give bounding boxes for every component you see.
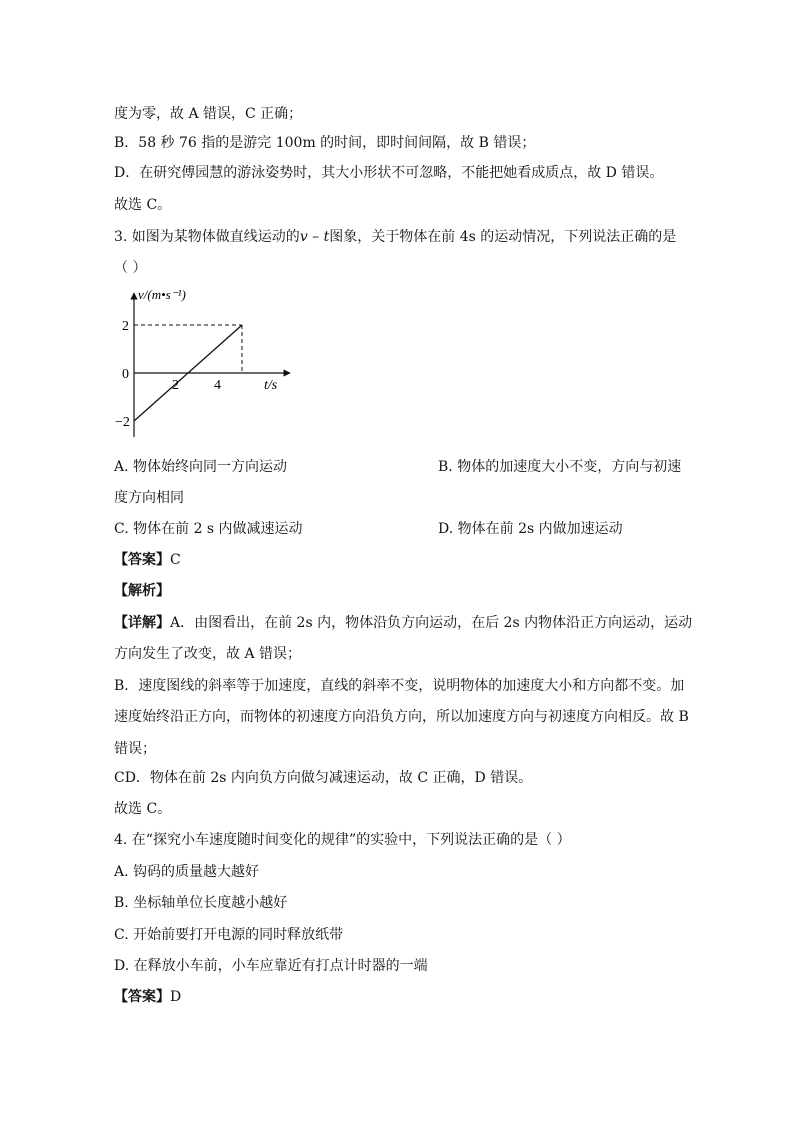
- answer-line: [114, 550, 181, 570]
- option-c: C. 物体在前 2 s 内做减速运动: [114, 521, 303, 537]
- x-axis-label: t/s: [264, 378, 278, 393]
- y-tick-label: 0: [122, 367, 129, 382]
- detail-line: 方向发生了改变，故 A 错误；: [114, 646, 302, 662]
- detail-label: 【详解】: [114, 615, 170, 631]
- solution-line: 故选 C。: [114, 197, 172, 213]
- detail-text: A．由图看出，在前 2s 内，物体沿负方向运动，在后 2s 内物体沿正方向运动，运动: [170, 615, 693, 631]
- q3-prefix: 3. 如图为某物体做直线运动的: [114, 229, 300, 245]
- detail-line: 错误；: [114, 741, 156, 757]
- detail-line: 故选 C。: [114, 801, 172, 817]
- y-tick-label: −2: [115, 415, 130, 430]
- solution-line: 度为零，故 A 错误，C 正确；: [114, 106, 303, 122]
- answer-line: [114, 987, 181, 1007]
- analysis-label: 【解析】: [114, 583, 170, 599]
- detail-line: B．速度图线的斜率等于加速度，直线的斜率不变，说明物体的加速度大小和方向都不变。加: [114, 678, 685, 694]
- q4-option-c: C. 开始前要打开电源的同时释放纸带: [114, 927, 344, 943]
- option-b-cont: 度方向相同: [114, 490, 184, 506]
- q4-option-b: B. 坐标轴单位长度越小越好: [114, 895, 288, 911]
- y-axis-label: v/(m•s⁻¹): [138, 287, 186, 302]
- question-3-stem: [114, 227, 676, 247]
- question-4-stem: 4. 在“探究小车速度随时间变化的规律”的实验中，下列说法正确的是（ ）: [114, 832, 571, 848]
- option-a: A. 物体始终向同一方向运动: [114, 459, 288, 475]
- option-d: D. 物体在前 2s 内做加速运动: [438, 521, 623, 537]
- q4-option-a: A. 钩码的质量越大越好: [114, 864, 260, 880]
- answer-label: 【答案】: [114, 552, 170, 568]
- detail-line: [114, 613, 692, 633]
- answer-label: 【答案】: [114, 989, 170, 1005]
- solution-line: D．在研究傅园慧的游泳姿势时，其大小形状不可忽略，不能把她看成质点，故 D 错误。: [114, 165, 664, 181]
- option-b: B. 物体的加速度大小不变，方向与初速: [438, 459, 682, 475]
- q4-option-d: D. 在释放小车前，小车应靠近有打点计时器的一端: [114, 958, 428, 974]
- y-tick-label: 2: [122, 319, 129, 334]
- x-tick-label: 2: [172, 378, 179, 393]
- vt-graph: [112, 285, 312, 445]
- x-tick-label: 4: [214, 378, 221, 393]
- answer-bracket: （ ）: [114, 260, 147, 276]
- q3-suffix: 图象，关于物体在前 4s 的运动情况，下列说法正确的是: [329, 229, 677, 245]
- vt-symbol: v – t: [299, 229, 330, 245]
- answer-value: C: [170, 552, 181, 568]
- solution-line: B．58 秒 76 指的是游完 100m 的时间，即时间间隔，故 B 错误；: [114, 135, 536, 151]
- answer-value: D: [170, 989, 182, 1005]
- detail-line: 速度始终沿正方向，而物体的初速度方向沿负方向，所以加速度方向与初速度方向相反。故 B: [114, 709, 689, 725]
- detail-line: CD．物体在前 2s 内向负方向做匀减速运动，故 C 正确，D 错误。: [114, 770, 533, 786]
